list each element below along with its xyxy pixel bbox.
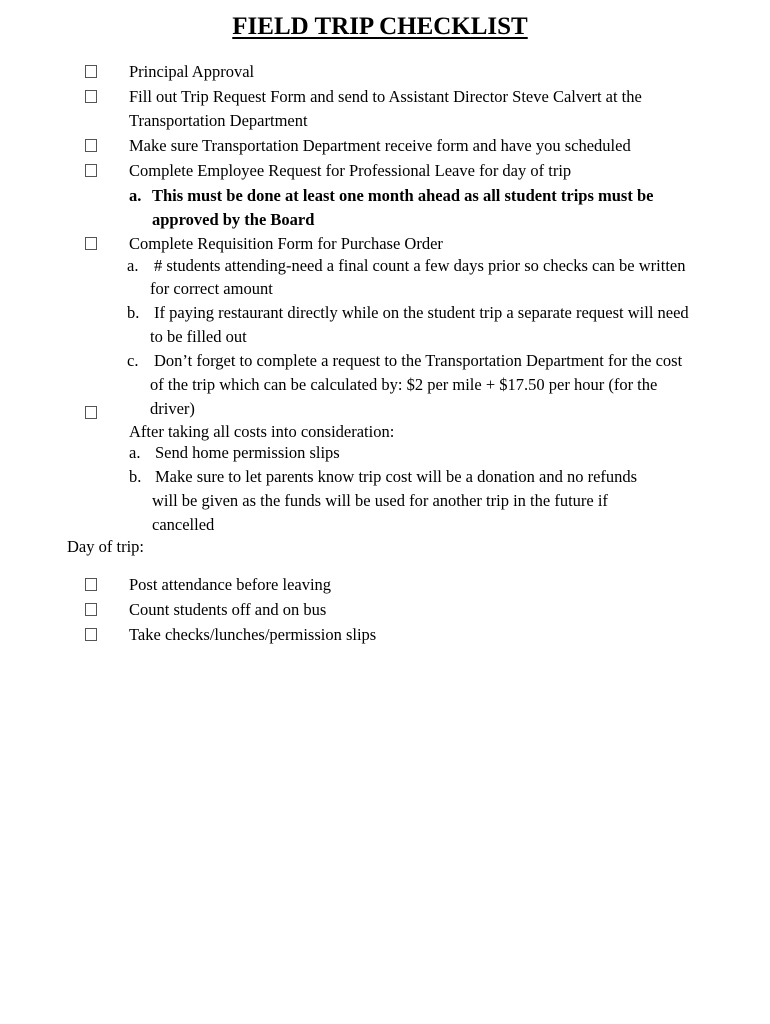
subitem-marker-a: a. xyxy=(127,256,139,275)
item-requisition-form: Complete Requisition Form for Purchase Order xyxy=(129,234,443,253)
checkbox-post-attendance[interactable] xyxy=(85,578,97,591)
item-transportation-schedule: Make sure Transportation Department receive form and have you scheduled xyxy=(129,136,631,155)
checkbox-count-students[interactable] xyxy=(85,603,97,616)
checkbox-principal-approval[interactable] xyxy=(85,65,97,78)
subitem-a-line-2: for correct amount xyxy=(150,279,273,298)
subitem-marker-b: b. xyxy=(129,467,142,486)
item-trip-request-form-line-2: Transportation Department xyxy=(129,111,308,130)
item-count-students: Count students off and on bus xyxy=(129,600,327,619)
day-of-trip-heading: Day of trip: xyxy=(67,537,144,556)
item-trip-request-form-line-1: Fill out Trip Request Form and send to Assistant Director Steve Calvert at the xyxy=(129,87,642,106)
subitem-donation-line-3: cancelled xyxy=(152,515,215,534)
item-take-checks: Take checks/lunches/permission slips xyxy=(129,625,377,644)
checkbox-transportation-schedule[interactable] xyxy=(85,139,97,152)
note-marker: a. xyxy=(129,186,142,205)
note-line-2: approved by the Board xyxy=(152,210,315,229)
item-after-costs: After taking all costs into consideration: xyxy=(129,422,395,441)
checkbox-trip-request-form[interactable] xyxy=(85,90,97,103)
subitem-c-line-1: Don’t forget to complete a request to the Transportation Department for the cost xyxy=(154,351,683,370)
checkbox-requisition-form[interactable] xyxy=(85,237,97,250)
item-professional-leave: Complete Employee Request for Professional Leave for day of trip xyxy=(129,161,572,180)
subitem-marker-c: c. xyxy=(127,351,139,370)
subitem-b-line-2: to be filled out xyxy=(150,327,247,346)
subitem-b-line-1: If paying restaurant directly while on the student trip a separate request will need xyxy=(154,303,689,322)
subitem-donation-line-1: Make sure to let parents know trip cost will be a donation and no refunds xyxy=(155,467,638,486)
subitem-marker-b: b. xyxy=(127,303,140,322)
checkbox-professional-leave[interactable] xyxy=(85,164,97,177)
page-title: FIELD TRIP CHECKLIST xyxy=(232,13,528,40)
subitem-c-line-2: of the trip which can be calculated by: $2 per mile + $17.50 per hour (for the xyxy=(150,375,658,394)
subitem-donation-line-2: will be given as the funds will be used for another trip in the future if xyxy=(152,491,608,510)
subitem-c-line-3: driver) xyxy=(150,399,195,418)
checkbox-take-checks[interactable] xyxy=(85,628,97,641)
subitem-marker-a: a. xyxy=(129,443,141,462)
subitem-a-line-1: # students attending-need a final count a few days prior so checks can be written xyxy=(154,256,686,275)
item-principal-approval: Principal Approval xyxy=(129,62,255,81)
item-post-attendance: Post attendance before leaving xyxy=(129,575,332,594)
subitem-permission-slips: Send home permission slips xyxy=(155,443,340,462)
note-line-1: This must be done at least one month ahead as all student trips must be xyxy=(152,186,654,205)
checkbox-after-costs[interactable] xyxy=(85,406,97,419)
